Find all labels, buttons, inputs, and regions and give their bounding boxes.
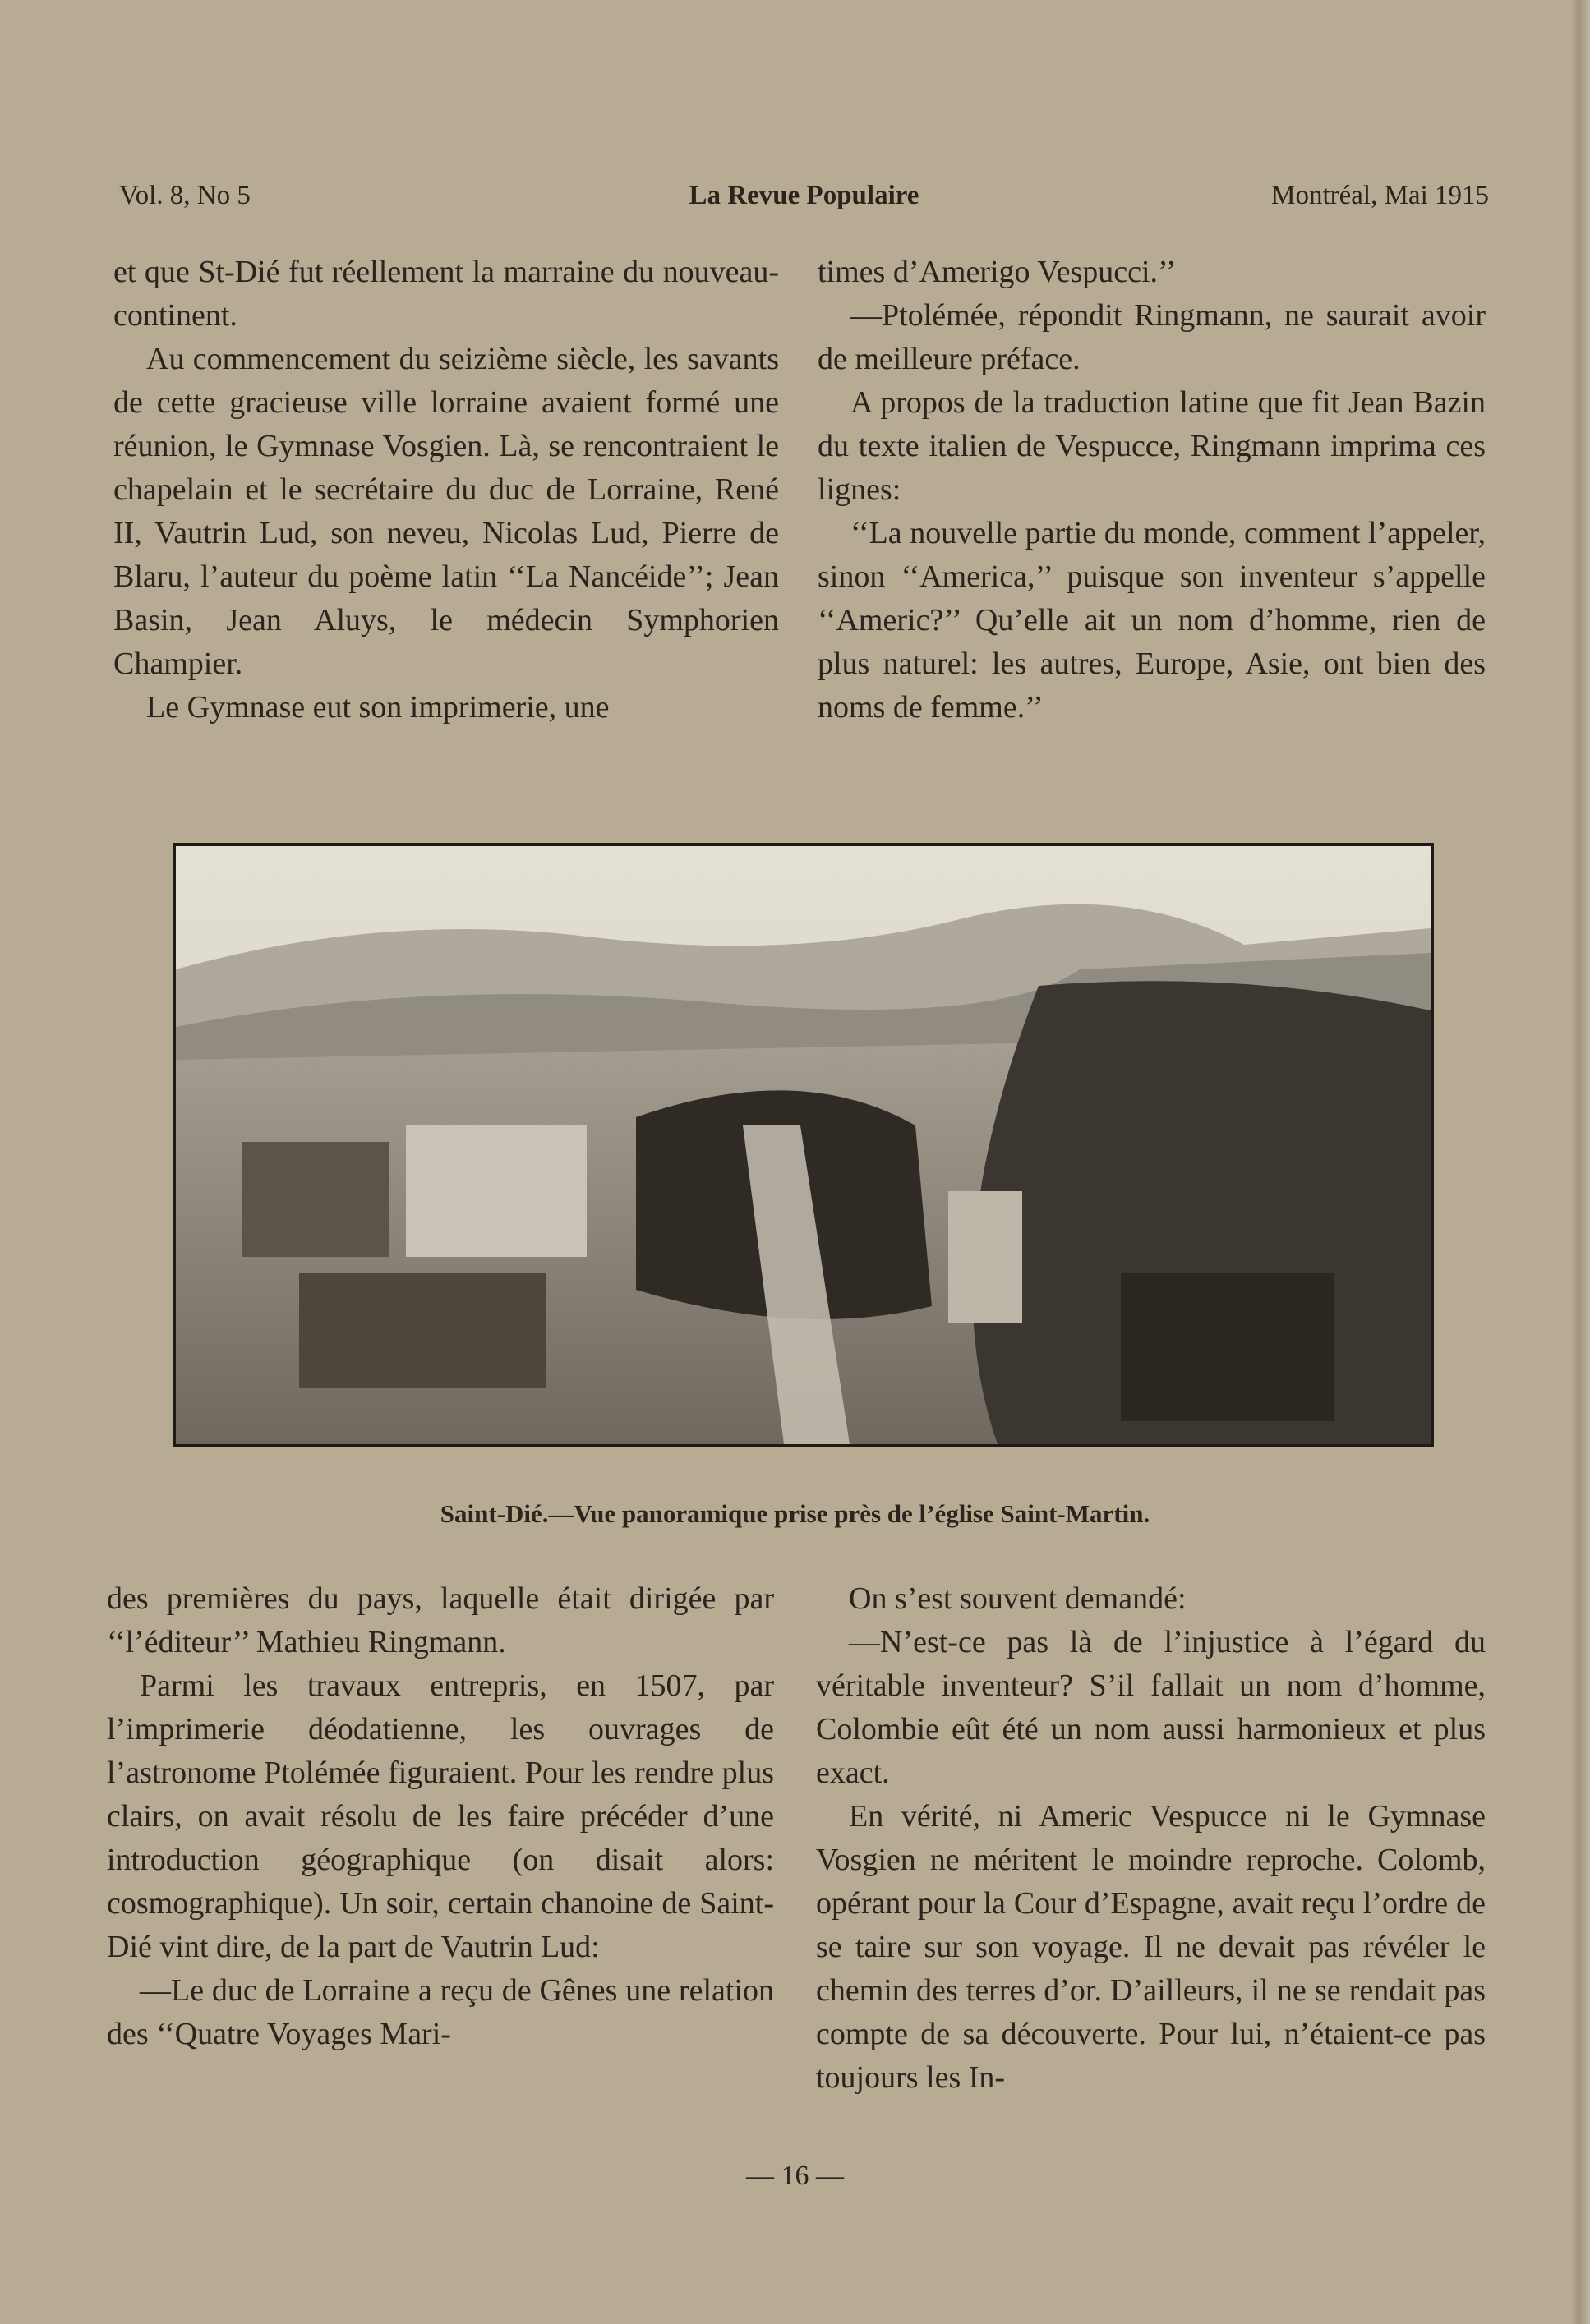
panorama-photo [173, 843, 1434, 1447]
paragraph: A propos de la traduction latine que fit Jean Bazin du texte italien de Vespucce, Ringmann imprima ces lignes: [818, 385, 1486, 507]
paragraph: Au commencement du seizième siècle, les savants de cette gracieuse ville lorraine avaient formé une réunion, le Gymnase Vosgien. Là, se rencontraient le chapelain et le secrétaire du duc de Lorraine, René II, Vautrin Lud, son neveu, Nicolas Lud, Pierre de Blaru, l’auteur du poème latin ‘‘La Nancéide’’; Jean Basin, Jean Aluys, le médecin Symphorien Champier. [113, 342, 779, 681]
page-edge [1572, 0, 1590, 2324]
column-bottom-right [816, 1577, 1486, 2100]
column-top-right [818, 251, 1486, 729]
page-header [119, 181, 1489, 222]
paragraph: —Ptolémée, répondit Ringmann, ne saurait avoir de meilleure préface. [818, 298, 1486, 376]
paragraph: On s’est souvent demandé: [849, 1581, 1187, 1616]
issue-info: Vol. 8, No 5 [119, 181, 251, 210]
paragraph: des premières du pays, laquelle était dirigée par ‘‘l’éditeur’’ Mathieu Ringmann. [107, 1581, 774, 1659]
paragraph: ‘‘La nouvelle partie du monde, comment l’appeler, sinon ‘‘America,’’ puisque son inventeur s’appelle ‘‘Americ?’’ Qu’elle ait un nom d’homme, rien de plus naturel: les autres, Europe, Asie, ont bien des noms de femme.’’ [818, 516, 1486, 725]
paragraph: times d’Amerigo Vespucci.’’ [818, 255, 1177, 289]
paragraph: —N’est-ce pas là de l’injustice à l’égard du véritable inventeur? S’il fallait un nom d’homme, Colombie eût été un nom aussi harmonieux et plus exact. [816, 1625, 1486, 1790]
photo-caption: Saint-Dié.—Vue panoramique prise près de l’église Saint-Martin. [440, 1499, 1150, 1528]
issue-date: Montréal, Mai 1915 [1271, 181, 1489, 210]
paragraph: —Le duc de Lorraine a reçu de Gênes une relation des ‘‘Quatre Voyages Mari- [107, 1973, 774, 2051]
paragraph: En vérité, ni Americ Vespucce ni le Gymnase Vosgien ne méritent le moindre reproche. Colomb, opérant pour la Cour d’Espagne, avait reçu l’ordre de se taire sur son voyage. Il ne devait pas révéler le chemin des terres d’or. D’ailleurs, il ne se rendait pas compte de sa découverte. Pour lui, n’étaient-ce pas toujours les In- [816, 1799, 1486, 2095]
page-number: — 16 — [746, 2161, 844, 2191]
column-top-left [113, 251, 779, 729]
paragraph: Parmi les travaux entrepris, en 1507, par l’imprimerie déodatienne, les ouvrages de l’astronome Ptolémée figuraient. Pour les rendre plus clairs, on avait résolu de les faire précéder d’une introduction géographique (on disait alors: cosmographique). Un soir, certain chanoine de Saint-Dié vint dire, de la part de Vautrin Lud: [107, 1668, 774, 1964]
column-bottom-left [107, 1577, 774, 2056]
publication-title: La Revue Populaire [689, 181, 919, 210]
paragraph: Le Gymnase eut son imprimerie, une [146, 690, 610, 725]
paragraph: et que St-Dié fut réellement la marraine du nouveau-continent. [113, 255, 779, 333]
